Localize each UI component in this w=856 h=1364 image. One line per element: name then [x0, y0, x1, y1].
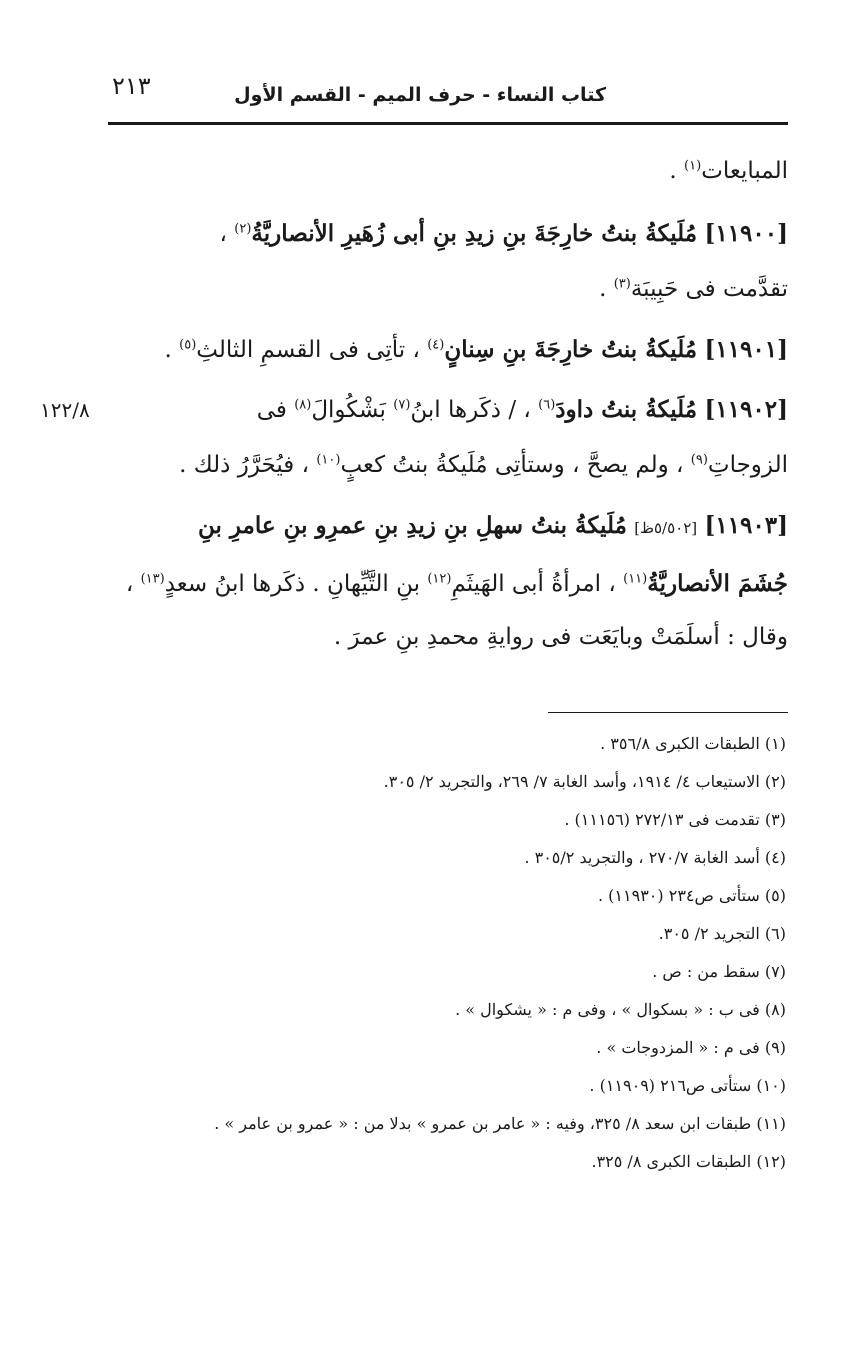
- entry-11900: [١١٩٠٠] مُلَيكةُ بنتُ خارِجَةَ بنِ زيدِ بنِ أبى زُهَيرِ الأنصاريَّةُ$^{(٢)}$ ،: [219, 220, 788, 247]
- entry-number: [١١٩٠١]: [704, 336, 788, 363]
- footnote-4: (٤) أسد الغابة ٢٧٠/٧ ، والتجريد ٣٠٥/٢ .: [524, 848, 786, 867]
- entry-11903-line3: وقال : أسلَمَتْ وبايَعَت فى روايةِ محمدِ بنِ عمرَ .: [333, 624, 788, 650]
- entry-11903-cont: جُشَمَ الأنصاريَّةُ$^{(١١)}$ ، امرأةُ أبى الهَيثَمِ$^{(١٢)}$ بنِ التَّيِّهانِ . ذكَرها ابنُ سعدٍ$^{(١٣)}$ ،: [125, 570, 788, 597]
- footnote-8: (٨) فى ب : « بسكوال » ، وفى م : « يشكوال » .: [455, 1000, 786, 1019]
- entry-11901: [١١٩٠١] مُلَيكةُ بنتُ خارِجَةَ بنِ سِنانٍ$^{(٤)}$ ، تأتِى فى القسمِ الثالثِ$^{(٥)}$ .: [164, 336, 788, 363]
- footnote-3: (٣) تقدمت فى ٢٧٢/١٣ (١١١٥٦) .: [564, 810, 786, 829]
- running-header-title: كتاب النساء - حرف الميم - القسم الأول: [234, 84, 606, 106]
- entry-11902: [١١٩٠٢] مُلَيكةُ بنتُ داودَ$^{(٦)}$ ، / ذكَرها ابنُ$^{(٧)}$ بَشْكُوالَ$^{(٨)}$ فى: [256, 396, 788, 423]
- entry-number: [١١٩٠٠]: [704, 220, 788, 247]
- manuscript-ref: [٥/٥٠٢ظ]: [634, 519, 698, 537]
- footnote-6: (٦) التجريد ٢/ ٣٠٥.: [658, 924, 786, 943]
- entry-name: مُلَيكةُ بنتُ خارِجَةَ بنِ زيدِ بنِ أبى زُهَيرِ الأنصاريَّةُ: [251, 220, 698, 247]
- footnote-5: (٥) ستأتى ص٢٣٤ (١١٩٣٠) .: [598, 886, 786, 905]
- entry-number: [١١٩٠٣]: [704, 512, 788, 539]
- entry-name: مُلَيكةُ بنتُ خارِجَةَ بنِ سِنانٍ: [444, 336, 698, 363]
- footnote-12: (١٢) الطبقات الكبرى ٨/ ٣٢٥.: [591, 1152, 786, 1171]
- entry-11903: [198, 512, 788, 539]
- footnote-rule: [548, 712, 788, 713]
- footnote-9: (٩) فى م : « المزدوجات » .: [596, 1038, 786, 1057]
- footnote-2: (٢) الاستيعاب ٤/ ١٩١٤، وأسد الغابة ٧/ ٢٦٩، والتجريد ٢/ ٣٠٥.: [383, 772, 786, 791]
- footnote-10: (١٠) ستأتى ص٢١٦ (١١٩٠٩) .: [589, 1076, 786, 1095]
- body-line-1: المبايعات$^{(١)}$ .: [669, 158, 788, 184]
- entry-11902-cont: الزوجاتِ$^{(٩)}$ ، ولم يصحَّ ، وستأتِى مُلَيكةُ بنتُ كعبٍ$^{(١٠)}$ ، فيُحَرَّرُ ذلك .: [179, 452, 788, 478]
- entry-name: مُلَيكةُ بنتُ سهلِ بنِ زيدِ بنِ عمرِو بنِ عامرِ بنِ: [197, 512, 627, 539]
- margin-reference: ١٢٢/٨: [40, 398, 90, 422]
- page-number: ٢١٣: [112, 72, 151, 100]
- header-rule: [108, 122, 788, 125]
- entry-11900-cont: تقدَّمت فى حَبِيبَة$^{(٣)}$ .: [599, 276, 788, 302]
- footnote-11: (١١) طبقات ابن سعد ٨/ ٣٢٥، وفيه : « عامر بن عمرو » بدلا من : « عمرو بن عامر » .: [214, 1114, 786, 1133]
- footnote-1: (١) الطبقات الكبرى ٣٥٦/٨ .: [600, 734, 786, 753]
- entry-number: [١١٩٠٢]: [704, 396, 788, 423]
- footnote-7: (٧) سقط من : ص .: [652, 962, 786, 981]
- entry-name: مُلَيكةُ بنتُ داودَ: [555, 396, 698, 423]
